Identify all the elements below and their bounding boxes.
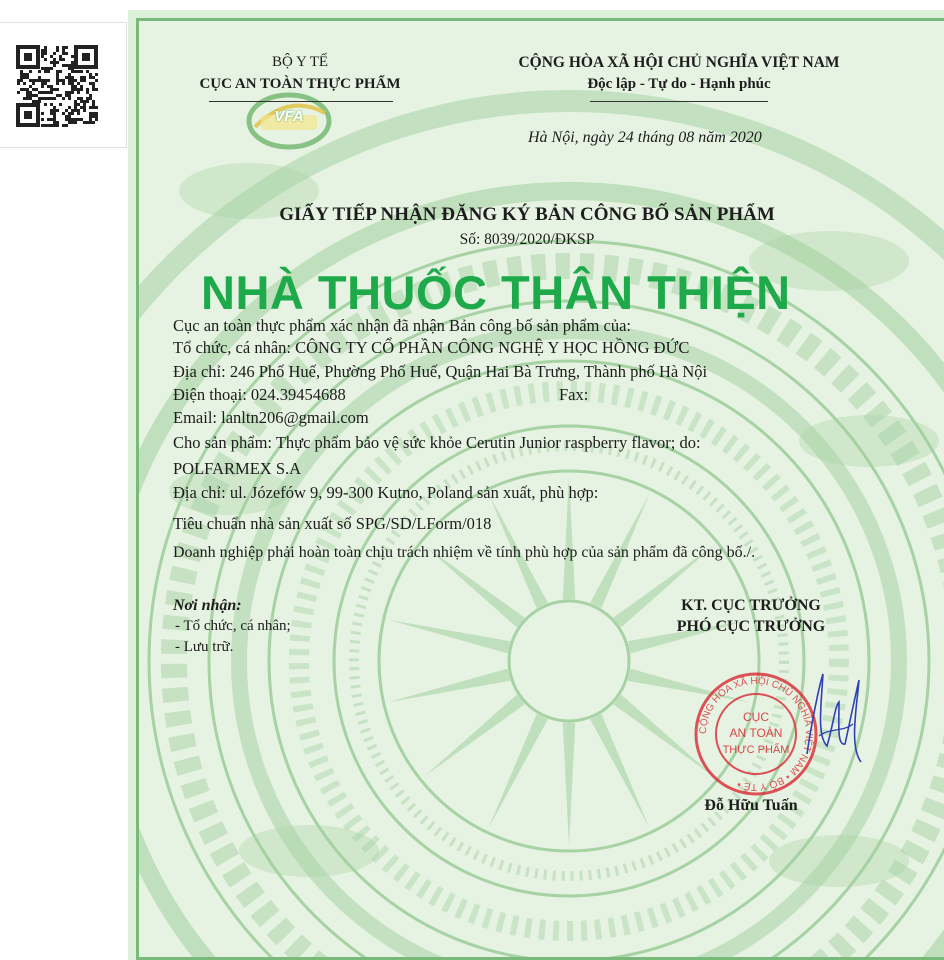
recipient-item: - Tổ chức, cá nhân;: [175, 618, 291, 634]
certificate: [128, 10, 944, 960]
responsibility-line: Doanh nghiệp phải hoàn toàn chịu trách nhiệm về tính phù hợp của sản phẩm đã công bố./.: [173, 544, 756, 561]
intro-text: Cục an toàn thực phẩm xác nhận đã nhận Bản công bố sản phẩm của:: [173, 316, 631, 335]
standard-line: Tiêu chuẩn nhà sản xuất số SPG/SD/LForm/018: [173, 514, 492, 533]
stamp-text-line: THỰC PHẨM: [722, 744, 790, 756]
date-line: Hà Nội, ngày 24 tháng 08 năm 2020: [528, 129, 762, 146]
handwritten-signature: [799, 666, 869, 776]
left-header-divider: [209, 101, 393, 102]
phone-line: Điện thoại: 024.39454688: [173, 385, 346, 404]
vfa-logo-text: VFA: [274, 108, 304, 125]
address-line: Địa chỉ: 246 Phố Huế, Phường Phố Huế, Quận Hai Bà Trưng, Thành phố Hà Nội: [173, 362, 708, 381]
document-number: Số: 8039/2020/ĐKSP: [459, 231, 595, 248]
stamp-ring-text: CỘNG HÒA XÃ HỘI CHỦ NGHĨA VIỆT NAM • BỘ Y TẾ •: [697, 675, 815, 793]
pharmacy-banner: NHÀ THUỐC THÂN THIỆN: [201, 266, 791, 319]
product-line: Cho sản phẩm: Thực phẩm bảo vệ sức khỏe Cerutin Junior raspberry flavor; do:: [173, 433, 701, 452]
country-name: CỘNG HÒA XÃ HỘI CHỦ NGHĨA VIỆT NAM: [518, 54, 840, 71]
country-motto: Độc lập - Tự do - Hạnh phúc: [587, 76, 771, 92]
ministry-name: BỘ Y TẾ: [271, 54, 329, 70]
department-name: CỤC AN TOÀN THỰC PHẨM: [199, 76, 401, 92]
recipient-item: - Lưu trữ.: [175, 639, 234, 655]
email-line: Email: lanltn206@gmail.com: [173, 408, 369, 427]
signature-subtitle: PHÓ CỤC TRƯỞNG: [676, 618, 826, 635]
signer-name: Đỗ Hữu Tuấn: [704, 797, 798, 814]
stamp-text-line: AN TOÀN: [729, 726, 783, 740]
recipients-heading: Nơi nhận:: [173, 597, 242, 614]
manufacturer-line: POLFARMEX S.A: [173, 459, 302, 478]
stamp-text-line: CỤC: [743, 710, 769, 724]
qr-panel: [0, 22, 127, 148]
manufacturer-address-line: Địa chỉ: ul. Józefów 9, 99-300 Kutno, Poland sản xuất, phù hợp:: [173, 483, 599, 502]
right-header-divider: [590, 101, 768, 102]
organization-line: Tổ chức, cá nhân: CÔNG TY CỔ PHẦN CÔNG NGHỆ Y HỌC HỒNG ĐỨC: [173, 338, 690, 357]
signature-title: KT. CỤC TRƯỞNG: [681, 597, 821, 614]
certificate-frame: [136, 18, 944, 960]
document-title: GIẤY TIẾP NHẬN ĐĂNG KÝ BẢN CÔNG BỐ SẢN PHẨM: [279, 204, 775, 225]
qr-code-icon[interactable]: [16, 45, 98, 127]
fax-line: Fax:: [559, 385, 589, 404]
